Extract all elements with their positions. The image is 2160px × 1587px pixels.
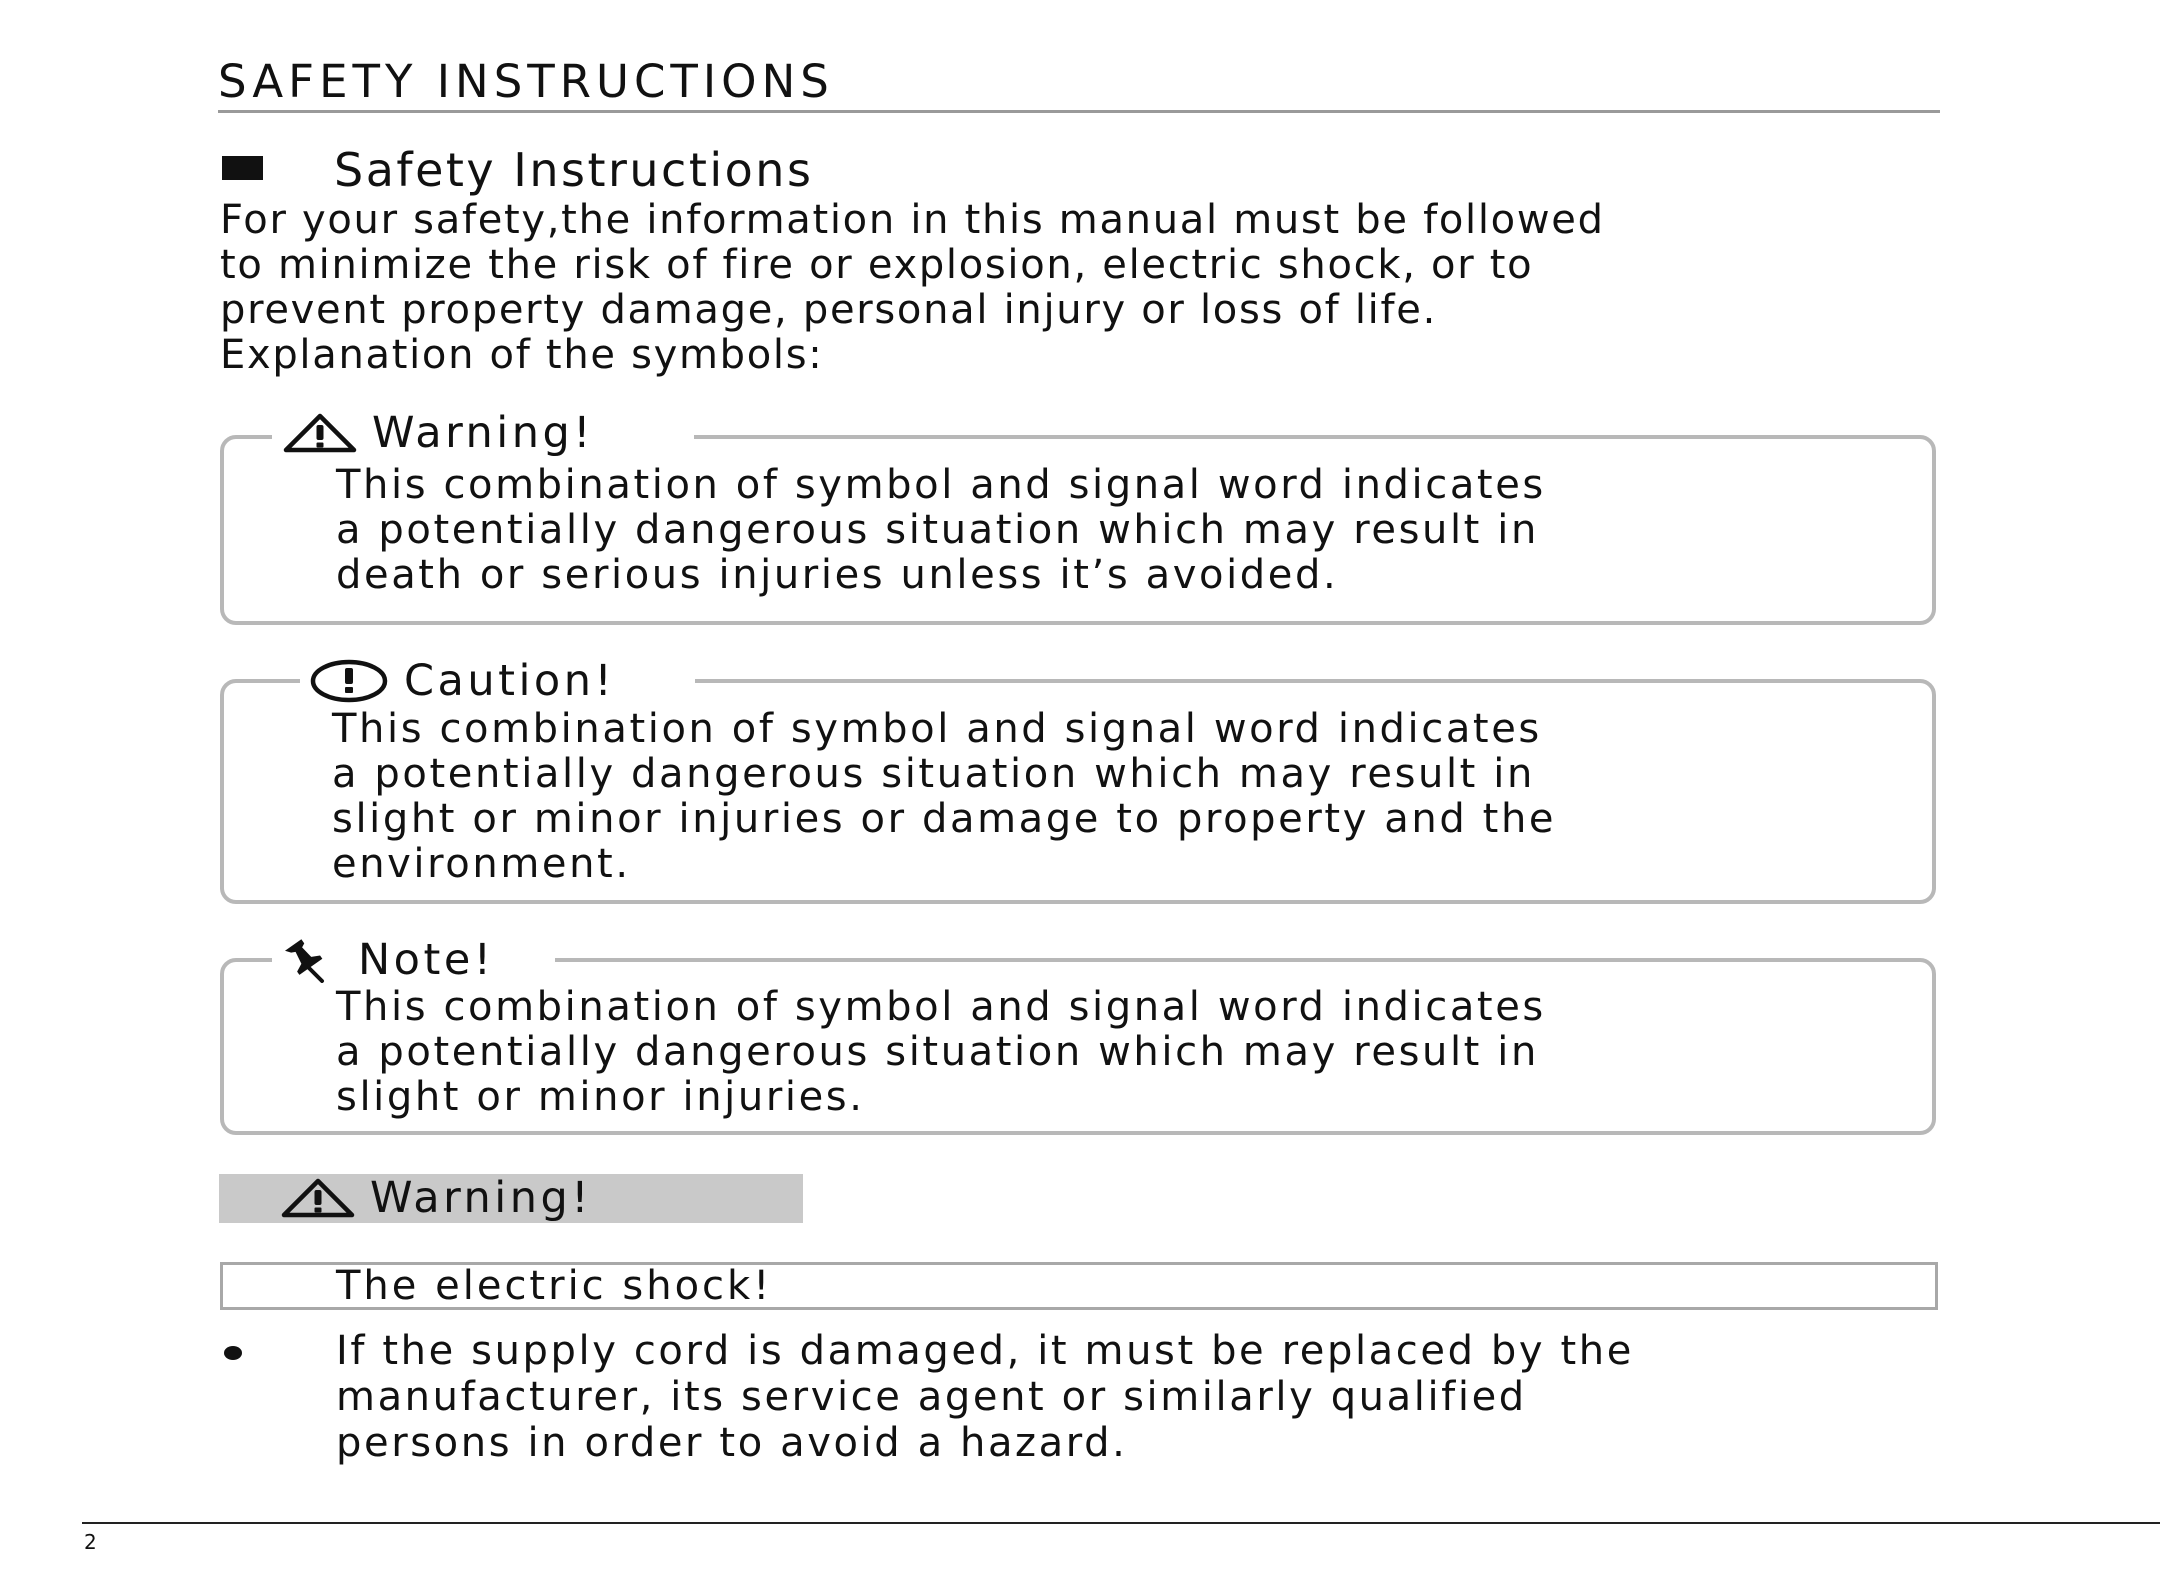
intro-line: to minimize the risk of fire or explosion, electric shock, or to [220,242,1534,288]
note-description-line: slight or minor injuries. [336,1074,865,1120]
warning-banner-label: Warning! [370,1173,593,1223]
warning-symbol-legend [272,407,694,459]
note-description-line: a potentially dangerous situation which may result in [336,1029,1539,1075]
warning-label: Warning! [372,408,595,458]
pushpin-icon [282,937,338,983]
caution-description-line: slight or minor injuries or damage to property and the [332,796,1557,842]
caution-description-line: a potentially dangerous situation which may result in [332,751,1535,797]
footer-divider [82,1522,2160,1524]
section-bullet-square [222,156,263,180]
page-title: SAFETY INSTRUCTIONS [218,55,834,108]
supply-cord-instruction [336,1328,1634,1466]
note-label: Note! [358,935,495,985]
warning-description-line: a potentially dangerous situation which may result in [336,507,1539,553]
caution-description [332,707,1556,887]
warning-description-line: This combination of symbol and signal word indicates [336,462,1546,508]
intro-line: For your safety,the information in this manual must be followed [220,197,1605,243]
section-heading: Safety Instructions [334,143,814,197]
note-symbol-legend [272,934,555,986]
page-number: 2 [84,1530,97,1554]
warning-banner-content [280,1168,592,1228]
electric-shock-heading: The electric shock! [336,1263,773,1309]
warning-triangle-icon [280,1178,356,1218]
bullet-dot [224,1346,242,1360]
intro-paragraph [220,198,1605,378]
instruction-line: If the supply cord is damaged, it must be replaced by the [336,1328,1634,1374]
title-divider [218,110,1940,113]
instruction-line: manufacturer, its service agent or similarly qualified [336,1374,1527,1420]
instruction-line: persons in order to avoid a hazard. [336,1420,1128,1466]
caution-description-line: This combination of symbol and signal word indicates [332,706,1542,752]
caution-label: Caution! [404,656,616,706]
note-description-line: This combination of symbol and signal word indicates [336,984,1546,1030]
intro-line: Explanation of the symbols: [220,332,824,378]
warning-description-line: death or serious injuries unless it’s avoided. [336,552,1339,598]
caution-description-line: environment. [332,841,631,887]
warning-triangle-icon [282,413,358,453]
note-description [336,985,1546,1120]
caution-circle-icon [310,659,388,703]
caution-symbol-legend [300,655,695,707]
warning-description [336,463,1546,598]
intro-line: prevent property damage, personal injury or loss of life. [220,287,1437,333]
